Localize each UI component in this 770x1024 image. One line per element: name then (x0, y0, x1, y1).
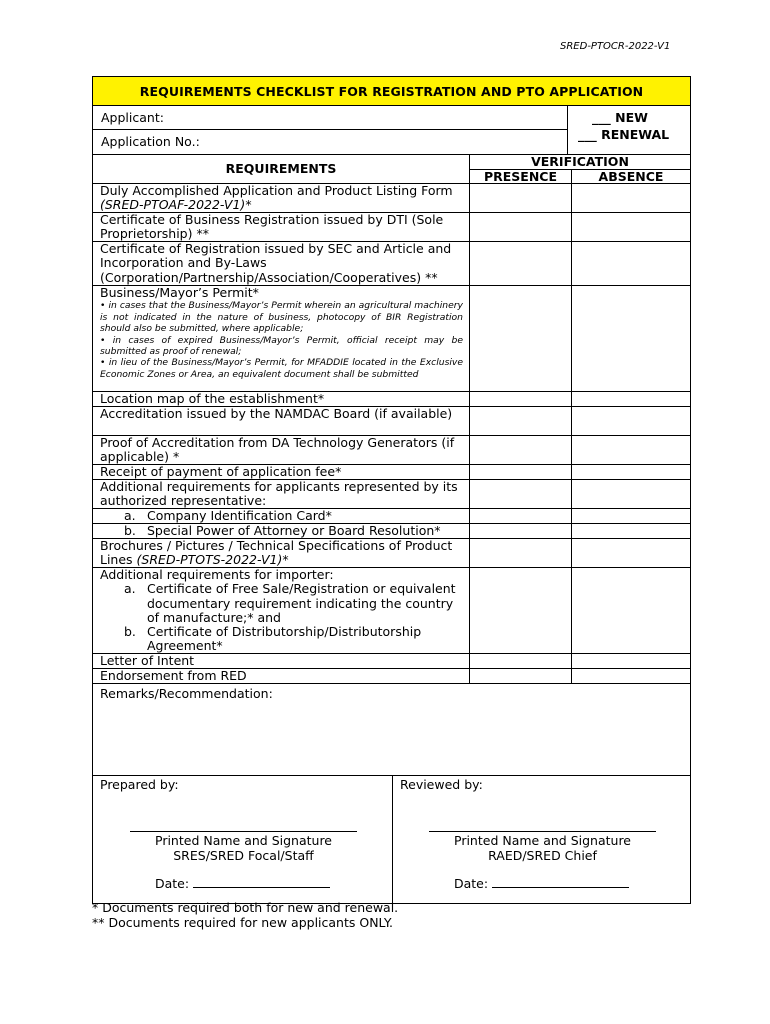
sub-letter: a. (124, 508, 136, 523)
sub-requirement (100, 509, 469, 523)
requirement-label: Proof of Accreditation from DA Technology Generators (if applicable) * (93, 436, 470, 464)
requirements-header: REQUIREMENTS (93, 155, 470, 183)
requirement-label: Certificate of Business Registration issued by DTI (Sole Proprietorship) ** (93, 213, 470, 241)
requirement-label: Letter of Intent (93, 654, 470, 668)
table-row (93, 480, 690, 509)
requirement-label: Certificate of Registration issued by SEC and Article and Incorporation and By-Laws (Corporation/Partnership/Association/Cooperatives) ** (93, 242, 470, 285)
applicant-fields (93, 106, 568, 154)
sub-letter: a. (124, 581, 136, 597)
date-input-line[interactable] (492, 876, 629, 888)
requirements-header-row (93, 155, 690, 184)
absence-cell[interactable] (572, 465, 690, 479)
presence-cell[interactable] (470, 286, 572, 391)
presence-cell[interactable] (470, 669, 572, 683)
table-row (93, 436, 690, 465)
table-row (93, 213, 690, 242)
date-input-line[interactable] (193, 876, 330, 888)
presence-cell[interactable] (470, 524, 572, 538)
absence-cell[interactable] (572, 392, 690, 406)
footnote-double-star: ** Documents required for new applicants ONLY. (92, 915, 393, 930)
presence-cell[interactable] (470, 465, 572, 479)
requirement-label (93, 539, 470, 567)
table-row (93, 509, 690, 524)
table-row (93, 539, 690, 568)
absence-cell[interactable] (572, 184, 690, 212)
date-label: Date: (155, 876, 190, 891)
application-type-options (568, 106, 690, 154)
footnotes (92, 900, 398, 930)
presence-cell[interactable] (470, 480, 572, 508)
printed-name-label: Printed Name and Signature (155, 833, 332, 848)
table-row (93, 654, 690, 669)
requirement-note: • in cases of expired Business/Mayor’s Permit, official receipt may be submitted as proof of renewal; (100, 334, 463, 357)
sub-requirement (100, 625, 469, 654)
requirement-label (93, 286, 470, 391)
renewal-checkbox-option[interactable]: ___ RENEWAL (578, 127, 670, 142)
sub-text: Special Power of Attorney or Board Resolution* (147, 523, 441, 538)
presence-cell[interactable] (470, 539, 572, 567)
verification-subheaders (470, 170, 690, 184)
requirement-text: Business/Mayor’s Permit* (100, 285, 259, 300)
footnote-marker: * (245, 197, 252, 213)
requirement-note: • in lieu of the Business/Mayor’s Permit, for MFADDIE located in the Exclusive Economic Zones or Area, an equivalent document shall be submitted (100, 357, 463, 380)
requirement-label (93, 509, 470, 523)
requirement-label (93, 568, 470, 653)
date-label: Date: (454, 876, 489, 891)
presence-cell[interactable] (470, 242, 572, 285)
absence-cell[interactable] (572, 242, 690, 285)
table-row (93, 392, 690, 407)
form-code: (SRED-PTOAF-2022-V1) (100, 197, 246, 213)
signature-block (93, 776, 690, 903)
signature-line[interactable] (429, 831, 656, 832)
verification-header (470, 155, 690, 183)
absence-cell[interactable] (572, 539, 690, 567)
requirement-label: Location map of the establishment* (93, 392, 470, 406)
applicant-info-block (93, 106, 690, 155)
requirement-label (93, 524, 470, 538)
requirement-text: Brochures / Pictures / Technical Specifications of Product Lines (100, 538, 453, 568)
absence-cell[interactable] (572, 407, 690, 435)
requirement-text: Duly Accomplished Application and Product Listing Form (100, 183, 453, 198)
presence-cell[interactable] (470, 509, 572, 523)
absence-cell[interactable] (572, 509, 690, 523)
presence-cell[interactable] (470, 568, 572, 653)
requirements-checklist-table (92, 76, 691, 904)
date-field (155, 876, 330, 891)
table-row (93, 407, 690, 436)
presence-cell[interactable] (470, 392, 572, 406)
table-row (93, 669, 690, 684)
reviewed-by-label: Reviewed by: (400, 777, 483, 792)
sub-letter: b. (124, 523, 136, 538)
absence-header: ABSENCE (598, 169, 664, 184)
reviewed-by-section (393, 776, 690, 903)
signatory-caption (429, 833, 656, 863)
sub-text: Certificate of Distributorship/Distributorship Agreement* (147, 624, 422, 654)
prepared-by-label: Prepared by: (100, 777, 179, 792)
absence-cell[interactable] (572, 524, 690, 538)
presence-cell[interactable] (470, 436, 572, 464)
footnote-marker: * (282, 552, 289, 568)
verification-title: VERIFICATION (470, 155, 690, 170)
signature-line[interactable] (130, 831, 357, 832)
table-row (93, 568, 690, 654)
absence-cell[interactable] (572, 480, 690, 508)
presence-cell[interactable] (470, 654, 572, 668)
table-row (93, 465, 690, 480)
absence-cell[interactable] (572, 213, 690, 241)
requirement-text: Additional requirements for importer: (100, 567, 334, 582)
document-code: SRED-PTOCR-2022-V1 (560, 41, 671, 52)
form-code: (SRED-PTOTS-2022-V1) (136, 552, 283, 568)
sub-text: Company Identification Card* (147, 508, 332, 523)
checklist-title: REQUIREMENTS CHECKLIST FOR REGISTRATION AND PTO APPLICATION (93, 77, 690, 106)
absence-cell[interactable] (572, 436, 690, 464)
absence-cell[interactable] (572, 654, 690, 668)
footnote-single-star: * Documents required both for new and renewal. (92, 900, 399, 915)
sub-requirement (100, 524, 469, 538)
sub-text: Certificate of Free Sale/Registration or equivalent documentary requirement indicating the country of manufacture;* and (147, 581, 456, 625)
date-field (454, 876, 629, 891)
sub-requirement (100, 582, 469, 625)
prepared-by-section (93, 776, 393, 903)
new-checkbox-option[interactable]: ___ NEW (592, 110, 648, 125)
presence-cell[interactable] (470, 213, 572, 241)
requirement-label: Additional requirements for applicants represented by its authorized representative: (93, 480, 470, 508)
application-no-field[interactable]: Application No.: (101, 134, 200, 149)
printed-name-label: Printed Name and Signature (454, 833, 631, 848)
reviewed-role: RAED/SRED Chief (488, 848, 597, 863)
absence-cell[interactable] (572, 669, 690, 683)
remarks-field[interactable] (93, 684, 690, 776)
requirement-label: Endorsement from RED (93, 669, 470, 683)
requirement-note: • in cases that the Business/Mayor’s Permit wherein an agricultural machinery is not indicated in the nature of business, photocopy of BIR Registration should also be submitted, where applicable; (100, 300, 463, 335)
presence-cell[interactable] (470, 407, 572, 435)
signatory-caption (130, 833, 357, 863)
absence-cell[interactable] (572, 568, 690, 653)
requirement-label: Accreditation issued by the NAMDAC Board (if available) (93, 407, 470, 435)
requirement-label (93, 184, 470, 212)
remarks-label: Remarks/Recommendation: (100, 686, 273, 701)
prepared-role: SRES/SRED Focal/Staff (173, 848, 314, 863)
presence-header: PRESENCE (470, 170, 572, 184)
applicant-field[interactable]: Applicant: (93, 106, 567, 130)
requirement-label: Receipt of payment of application fee* (93, 465, 470, 479)
table-row (93, 524, 690, 539)
table-row (93, 242, 690, 286)
sub-letter: b. (124, 624, 136, 640)
absence-cell[interactable] (572, 286, 690, 391)
table-row (93, 184, 690, 213)
table-row (93, 286, 690, 392)
presence-cell[interactable] (470, 184, 572, 212)
